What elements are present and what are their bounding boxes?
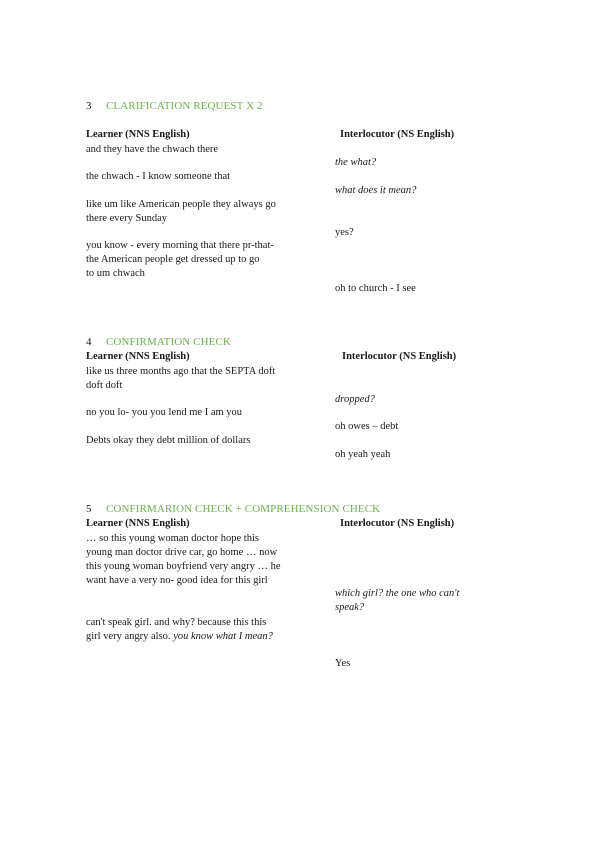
- section-3-interlocutor-line: oh to church - I see: [335, 283, 416, 294]
- section-3-learner-line: and they have the chwach there: [86, 144, 219, 155]
- section-3-title: CLARIFICATION REQUEST X 2: [106, 100, 263, 112]
- section-3-learner-line: the chwach - I know someone that: [86, 171, 231, 182]
- section-4-learner-line: doft doft: [86, 380, 123, 391]
- section-3-learner-line: like um like American people they always go: [86, 199, 276, 210]
- section-5-interlocutor-line: which girl? the one who can't: [335, 588, 460, 599]
- section-5-learner-line: can't speak girl. and why? because this this: [86, 617, 267, 628]
- section-5-learner-line: [86, 630, 273, 644]
- section-3-number: 3: [86, 100, 92, 112]
- section-5-interlocutor-line: speak?: [335, 602, 365, 613]
- section-4-interlocutor-line: oh owes – debt: [335, 421, 399, 432]
- section-3-learner-line: to um chwach: [86, 268, 145, 279]
- section-5-learner-line: … so this young woman doctor hope this: [86, 533, 259, 544]
- section-5-interlocutor-line: Yes: [335, 658, 351, 669]
- section-3-interlocutor-line: the what?: [335, 157, 377, 168]
- section-5-title: CONFIRMARION CHECK + COMPREHENSION CHECK: [106, 503, 381, 515]
- section-4-interlocutor-line: dropped?: [335, 394, 375, 405]
- section-4-interlocutor-header: Interlocutor (NS English): [342, 351, 457, 362]
- section-5-learner-line: want have a very no- good idea for this girl: [86, 575, 268, 586]
- section-3-interlocutor-line: what does it mean?: [335, 185, 417, 196]
- section-5-learner-line: this young woman boyfriend very angry … he: [86, 561, 281, 572]
- section-3-learner-header: Learner (NNS English): [86, 129, 190, 140]
- section-4-learner-line: no you lo- you you lend me I am you: [86, 407, 243, 418]
- section-3-learner-line: you know - every morning that there pr-that-: [86, 240, 274, 251]
- section-3-interlocutor-header: Interlocutor (NS English): [340, 129, 455, 140]
- section-5-learner-line-plain: girl very angry also.: [86, 631, 171, 642]
- section-3-interlocutor-line: yes?: [335, 227, 354, 238]
- section-5-learner-header: Learner (NNS English): [86, 518, 190, 529]
- section-4-interlocutor-line: oh yeah yeah: [335, 449, 391, 460]
- section-4-learner-line: like us three months ago that the SEPTA doft: [86, 366, 276, 377]
- section-4-number: 4: [86, 336, 92, 348]
- section-5-interlocutor-header: Interlocutor (NS English): [340, 518, 455, 529]
- section-5-learner-line: young man doctor drive car, go home … now: [86, 547, 278, 558]
- section-3-learner-line: there every Sunday: [86, 213, 168, 224]
- section-3-learner-line: the American people get dressed up to go: [86, 254, 260, 265]
- section-4-title: CONFIRMATION CHECK: [106, 336, 231, 348]
- section-5-number: 5: [86, 503, 92, 515]
- section-5-comprehension-check: you know what I mean?: [173, 631, 273, 642]
- section-4-learner-header: Learner (NNS English): [86, 351, 190, 362]
- section-4-learner-line: Debts okay they debt million of dollars: [86, 435, 251, 446]
